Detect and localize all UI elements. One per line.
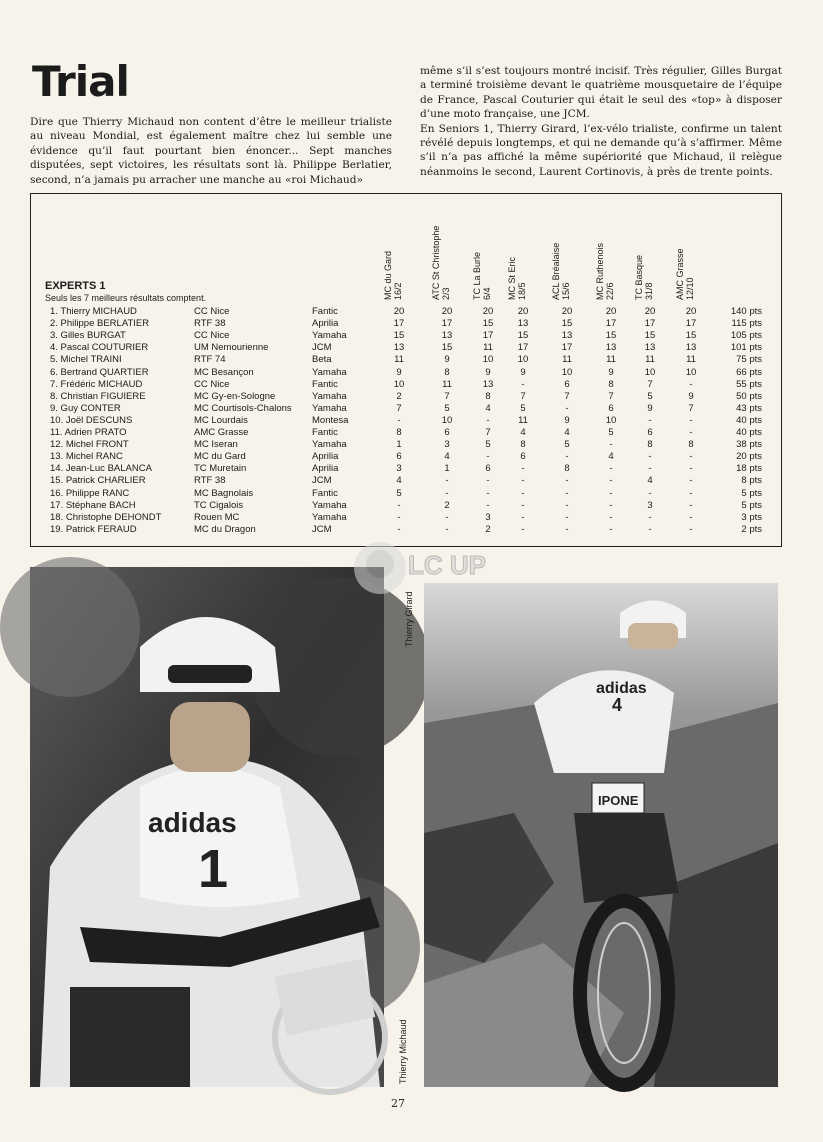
- event-score: -: [486, 487, 490, 499]
- event-score: 13: [561, 330, 573, 342]
- event-score: -: [648, 463, 652, 475]
- event-score: -: [445, 511, 449, 523]
- rider-make: Yamaha: [312, 366, 347, 378]
- event-score: 8: [564, 463, 570, 475]
- event-score: -: [521, 475, 525, 487]
- total-points: 2 pts: [741, 523, 762, 535]
- event-score: 9: [564, 414, 570, 426]
- total-points: 105 pts: [730, 330, 762, 342]
- event-score: 4: [444, 451, 450, 463]
- event-score: -: [609, 511, 613, 523]
- event-score: 10: [441, 414, 453, 426]
- rider-name: 15. Patrick CHARLIER: [50, 475, 146, 487]
- event-header-label: [634, 255, 654, 300]
- table-row: [0, 512, 780, 524]
- rider-name: 13. Michel RANC: [50, 451, 123, 463]
- rider-name: 9. Guy CONTER: [50, 402, 121, 414]
- event-score: 5: [608, 427, 614, 438]
- lc-up-watermark: [352, 530, 486, 604]
- event-name: TC Basque: [634, 254, 644, 300]
- rider-make: Aprilia: [312, 318, 339, 330]
- event-header: [636, 200, 660, 300]
- event-score: -: [397, 414, 401, 426]
- event-score: 20: [517, 306, 529, 317]
- event-score: -: [689, 414, 693, 426]
- event-score: 5: [520, 402, 526, 414]
- total-points: 38 pts: [736, 439, 762, 451]
- total-points: 43 pts: [736, 402, 762, 414]
- rider-make: Fantic: [312, 306, 338, 317]
- event-score: 17: [482, 330, 494, 342]
- event-score: 11: [442, 378, 452, 390]
- event-score: 9: [688, 390, 694, 402]
- event-score: 9: [396, 366, 402, 378]
- event-score: 5: [444, 402, 450, 414]
- event-score: 7: [564, 390, 570, 402]
- event-score: 6: [647, 427, 653, 438]
- event-header: [433, 200, 457, 300]
- event-score: 10: [393, 378, 405, 390]
- event-score: -: [486, 451, 490, 463]
- event-score: 5: [647, 390, 653, 402]
- event-score: 6: [564, 378, 570, 390]
- rider-club: AMC Grasse: [194, 427, 249, 438]
- event-score: -: [648, 523, 652, 535]
- event-score: -: [648, 487, 652, 499]
- total-points: 140 pts: [730, 306, 762, 317]
- event-score: 7: [520, 390, 526, 402]
- event-score: 10: [482, 354, 494, 366]
- rider-name: 18. Christophe DEHONDT: [50, 511, 162, 523]
- event-score: -: [689, 487, 693, 499]
- rider-club: TC Muretain: [194, 463, 247, 475]
- table-row: [0, 354, 780, 366]
- page-number: 27: [391, 1097, 405, 1110]
- event-score: 7: [608, 390, 614, 402]
- table-row: [0, 463, 780, 475]
- event-score: -: [648, 451, 652, 463]
- event-score: 20: [644, 306, 656, 317]
- event-score: 20: [441, 306, 453, 317]
- event-score: 20: [482, 306, 494, 317]
- event-header: [474, 200, 498, 300]
- event-score: -: [521, 523, 525, 535]
- event-score: 4: [608, 451, 614, 463]
- event-score: 8: [608, 378, 614, 390]
- event-score: 6: [485, 463, 491, 475]
- event-score: 7: [647, 378, 653, 390]
- table-row: [0, 367, 780, 379]
- bib-number-left: 1: [198, 839, 229, 899]
- intro-column-left: [30, 115, 392, 187]
- rider-make: Aprilia: [312, 463, 339, 475]
- event-score: 17: [441, 318, 453, 330]
- event-score: 7: [688, 402, 694, 414]
- event-score: -: [609, 463, 613, 475]
- rider-name: 4. Pascal COUTURIER: [50, 342, 149, 354]
- event-score: 4: [485, 402, 491, 414]
- event-score: -: [689, 463, 693, 475]
- event-score: 11: [483, 342, 493, 354]
- event-name: MC St Eric: [507, 256, 517, 300]
- event-score: 8: [485, 390, 491, 402]
- event-score: 17: [605, 318, 617, 330]
- event-score: -: [609, 475, 613, 487]
- event-score: 15: [441, 342, 453, 354]
- event-score: -: [689, 499, 693, 511]
- article-title: Trial: [32, 57, 129, 106]
- rider-make: Yamaha: [312, 439, 347, 451]
- rider-make: Aprilia: [312, 451, 339, 463]
- rider-name: 11. Adrien PRATO: [50, 427, 127, 438]
- rider-club: RTF 38: [194, 318, 226, 330]
- event-score: 9: [520, 366, 526, 378]
- event-score: 1: [396, 439, 402, 451]
- table-row: [0, 415, 780, 427]
- event-score: 11: [518, 414, 528, 426]
- event-score: 15: [605, 330, 617, 342]
- table-row: [0, 500, 780, 512]
- event-score: 17: [393, 318, 405, 330]
- event-score: -: [397, 511, 401, 523]
- event-score: -: [486, 414, 490, 426]
- rider-club: MC Lourdais: [194, 414, 248, 426]
- event-score: 15: [644, 330, 656, 342]
- rider-make: Yamaha: [312, 402, 347, 414]
- event-score: 6: [520, 451, 526, 463]
- event-score: -: [689, 427, 693, 438]
- table-row: [0, 391, 780, 403]
- event-score: 3: [444, 439, 450, 451]
- rider-club: MC Besançon: [194, 366, 254, 378]
- event-score: -: [486, 475, 490, 487]
- rider-name: 10. Joël DESCUNS: [50, 414, 133, 426]
- event-score: 5: [485, 439, 491, 451]
- event-score: 13: [441, 330, 453, 342]
- event-score: 11: [686, 354, 696, 366]
- event-score: 9: [647, 402, 653, 414]
- rider-name: 17. Stéphane BACH: [50, 499, 136, 511]
- event-score: 6: [608, 402, 614, 414]
- event-score: -: [565, 402, 569, 414]
- total-points: 115 pts: [731, 318, 762, 330]
- event-header-label: [675, 248, 695, 300]
- event-score: 20: [561, 306, 573, 317]
- event-score: -: [521, 463, 525, 475]
- event-date: 12/10: [685, 277, 695, 300]
- rider-make: Yamaha: [312, 330, 347, 342]
- event-score: 13: [393, 342, 405, 354]
- event-score: 2: [396, 390, 402, 402]
- event-score: -: [521, 511, 525, 523]
- event-score: -: [445, 475, 449, 487]
- rider-club: Rouen MC: [194, 511, 240, 523]
- watermark-text: LC UP: [408, 550, 486, 580]
- jersey-brand-left: adidas: [148, 807, 237, 838]
- event-score: 5: [396, 487, 402, 499]
- event-score: 6: [444, 427, 450, 438]
- event-score: 9: [608, 366, 614, 378]
- event-score: -: [486, 499, 490, 511]
- event-score: -: [565, 475, 569, 487]
- rider-name: 1. Thierry MICHAUD: [50, 306, 137, 317]
- event-score: 7: [485, 427, 491, 438]
- rider-club: MC Gy-en-Sologne: [194, 390, 276, 402]
- event-date: 18/5: [517, 282, 527, 300]
- event-header: [509, 200, 533, 300]
- event-score: 13: [685, 342, 697, 354]
- event-score: 8: [520, 439, 526, 451]
- event-score: 15: [685, 330, 697, 342]
- table-row: [0, 330, 780, 342]
- total-points: 5 pts: [741, 487, 762, 499]
- event-header-label: [595, 243, 615, 300]
- event-score: 11: [562, 354, 572, 366]
- event-score: 10: [685, 366, 697, 378]
- event-score: 4: [520, 427, 526, 438]
- rider-make: Yamaha: [312, 511, 347, 523]
- event-score: -: [689, 475, 693, 487]
- total-points: 20 pts: [736, 451, 762, 463]
- event-header-label: [431, 226, 451, 300]
- rider-name: 2. Philippe BERLATIER: [50, 318, 150, 330]
- event-score: 9: [485, 366, 491, 378]
- event-score: 8: [688, 439, 694, 451]
- rider-make: JCM: [312, 523, 332, 535]
- event-name: ATC St Christophe: [431, 225, 441, 300]
- rider-make: Fantic: [312, 378, 338, 390]
- event-score: 3: [396, 463, 402, 475]
- rider-name: 7. Frédéric MICHAUD: [50, 378, 143, 390]
- event-date: 2/3: [441, 287, 451, 300]
- event-score: 17: [685, 318, 697, 330]
- event-score: 20: [685, 306, 697, 317]
- rider-name: 3. Gilles BURGAT: [50, 330, 126, 342]
- rider-make: JCM: [312, 342, 332, 354]
- table-row: [0, 342, 780, 354]
- total-points: 50 pts: [736, 390, 762, 402]
- intro-column-right: [420, 64, 782, 179]
- rider-name: 5. Michel TRAINI: [50, 354, 122, 366]
- rider-club: RTF 38: [194, 475, 226, 487]
- event-header-label: [551, 243, 571, 300]
- table-row: [0, 427, 780, 439]
- rider-make: JCM: [312, 475, 332, 487]
- event-score: 5: [564, 439, 570, 451]
- event-score: -: [397, 523, 401, 535]
- event-score: 9: [444, 354, 450, 366]
- rider-club: CC Nice: [194, 378, 230, 390]
- total-points: 40 pts: [736, 427, 762, 438]
- event-score: -: [689, 451, 693, 463]
- event-score: -: [565, 451, 569, 463]
- rider-name: 14. Jean-Luc BALANCA: [50, 463, 152, 475]
- event-date: 15/6: [561, 282, 571, 300]
- event-score: 20: [605, 306, 617, 317]
- event-score: 13: [605, 342, 617, 354]
- event-score: 13: [517, 318, 529, 330]
- event-score: -: [648, 511, 652, 523]
- rider-name: 6. Bertrand QUARTIER: [50, 366, 149, 378]
- event-score: 20: [393, 306, 405, 317]
- event-score: -: [648, 414, 652, 426]
- event-date: 16/2: [393, 282, 403, 300]
- event-score: 11: [394, 354, 404, 366]
- rider-club: RTF 74: [194, 354, 226, 366]
- event-score: -: [689, 523, 693, 535]
- event-score: 11: [606, 354, 616, 366]
- photo-caption-michaud: Thierry Michaud: [398, 1019, 408, 1084]
- total-points: 101 pts: [730, 342, 762, 354]
- event-header-label: [507, 257, 527, 300]
- rider-club: MC Courtisols-Chalons: [194, 402, 292, 414]
- total-points: 5 pts: [741, 499, 762, 511]
- event-score: 15: [482, 318, 494, 330]
- rider-make: Montesa: [312, 414, 349, 426]
- intro-paragraph: même s’il s’est toujours montré incisif. Très régulier, Gilles Burgat a terminé troisième devant le quatrième mousquetaire de l’équipe de France, Pascal Couturier qui était le seul des «top» à disposer d’une moto française, une JCM.: [420, 65, 782, 121]
- total-points: 55 pts: [736, 378, 762, 390]
- results-subtitle: Seuls les 7 meilleurs résultats comptent.: [45, 293, 207, 303]
- event-header-label: [472, 252, 492, 300]
- event-header: [597, 200, 621, 300]
- rider-make: Fantic: [312, 427, 338, 438]
- bib-number-right: 4: [612, 695, 623, 715]
- event-score: -: [565, 499, 569, 511]
- jersey-brand-right: adidas: [596, 680, 647, 697]
- event-score: 17: [561, 342, 573, 354]
- event-score: -: [689, 511, 693, 523]
- event-score: 8: [444, 366, 450, 378]
- rider-name: 12. Michel FRONT: [50, 439, 129, 451]
- event-score: 10: [517, 354, 529, 366]
- event-name: ACL Bréalaise: [551, 242, 561, 300]
- event-score: -: [521, 499, 525, 511]
- rider-name: 8. Christian FIGUIERE: [50, 390, 146, 402]
- rider-make: Fantic: [312, 487, 338, 499]
- photo-caption-girard: Thierry Girard: [404, 591, 414, 647]
- rider-name: 16. Philippe RANC: [50, 487, 130, 499]
- table-row: [0, 475, 780, 487]
- event-score: 1: [444, 463, 450, 475]
- event-score: 7: [444, 390, 450, 402]
- event-header: [677, 200, 701, 300]
- event-score: 10: [605, 414, 617, 426]
- table-row: [0, 379, 780, 391]
- event-score: 4: [647, 475, 653, 487]
- event-score: -: [565, 511, 569, 523]
- intro-paragraph: Dire que Thierry Michaud non content d’être le meilleur trialiste au niveau Mondial, est également maître chez lui semble une évidence qu’il faut pourtant bien énoncer... Sept manches disputées, sept victoires, les résultats sont là. Philippe Berlatier, second, n’a jamais pu arracher une manche au «roi Michaud»: [30, 116, 392, 186]
- rider-club: CC Nice: [194, 330, 230, 342]
- event-score: 17: [644, 318, 656, 330]
- event-header-label: [383, 251, 403, 300]
- event-score: 15: [393, 330, 405, 342]
- total-points: 75 pts: [736, 354, 762, 366]
- total-points: 66 pts: [736, 366, 762, 378]
- event-name: MC du Gard: [383, 250, 393, 300]
- table-row: [0, 403, 780, 415]
- event-date: 6/4: [482, 287, 492, 300]
- rider-make: Yamaha: [312, 390, 347, 402]
- rider-club: TC Cigalois: [194, 499, 244, 511]
- table-row: [0, 451, 780, 463]
- event-score: 4: [396, 475, 402, 487]
- event-name: MC Ruthenois: [595, 242, 605, 300]
- rider-club: CC Nice: [194, 306, 230, 317]
- total-points: 18 pts: [736, 463, 762, 475]
- total-points: 8 pts: [741, 475, 762, 487]
- event-score: 8: [647, 439, 653, 451]
- event-score: -: [445, 487, 449, 499]
- table-row: [0, 306, 780, 318]
- number-plate: IPONE: [598, 793, 639, 808]
- rider-club: MC Iseran: [194, 439, 238, 451]
- event-score: -: [565, 523, 569, 535]
- event-date: 22/6: [605, 282, 615, 300]
- table-row: [0, 488, 780, 500]
- event-score: 13: [644, 342, 656, 354]
- event-score: 10: [561, 366, 573, 378]
- event-score: 7: [396, 402, 402, 414]
- event-score: 15: [517, 330, 529, 342]
- photo-thierry-michaud: [30, 567, 384, 1087]
- results-title: EXPERTS 1: [45, 280, 106, 292]
- event-score: 4: [564, 427, 570, 438]
- event-score: -: [565, 487, 569, 499]
- rider-make: Beta: [312, 354, 332, 366]
- event-score: 2: [485, 523, 491, 535]
- event-header: [553, 200, 577, 300]
- event-score: 11: [645, 354, 655, 366]
- event-header: [385, 200, 409, 300]
- intro-paragraph: En Seniors 1, Thierry Girard, l’ex-vélo trialiste, confirme un talent révélé depuis longtemps, et qui ne demande qu’à s’affirmer. Même s’il n’a pas affiché la même supériorité que Michaud, il relègue néanmoins le second, Laurent Cortinovis, à près de trente points.: [420, 122, 782, 178]
- event-score: 3: [485, 511, 491, 523]
- event-score: 8: [396, 427, 402, 438]
- rider-make: Yamaha: [312, 499, 347, 511]
- event-score: 2: [444, 499, 450, 511]
- event-score: 17: [517, 342, 529, 354]
- event-score: -: [445, 523, 449, 535]
- photo-thierry-girard: [424, 583, 778, 1087]
- rider-club: MC du Gard: [194, 451, 246, 463]
- event-score: -: [521, 378, 525, 390]
- event-score: 15: [561, 318, 573, 330]
- event-score: -: [609, 499, 613, 511]
- event-score: -: [397, 499, 401, 511]
- event-score: 10: [644, 366, 656, 378]
- event-score: -: [521, 487, 525, 499]
- table-row: [0, 439, 780, 451]
- event-score: 3: [647, 499, 653, 511]
- event-score: 6: [396, 451, 402, 463]
- rider-name: 19. Patrick FERAUD: [50, 523, 137, 535]
- table-row: [0, 318, 780, 330]
- event-score: -: [609, 487, 613, 499]
- event-name: AMC Grasse: [675, 248, 685, 300]
- rider-club: UM Nemourienne: [194, 342, 269, 354]
- rider-club: MC Bagnolais: [194, 487, 254, 499]
- event-name: TC La Burle: [472, 251, 482, 300]
- event-date: 31/8: [644, 282, 654, 300]
- event-score: -: [609, 439, 613, 451]
- total-points: 40 pts: [736, 414, 762, 426]
- total-points: 3 pts: [741, 511, 762, 523]
- rider-club: MC du Dragon: [194, 523, 256, 535]
- event-score: -: [609, 523, 613, 535]
- event-score: 13: [482, 378, 494, 390]
- event-score: -: [689, 378, 693, 390]
